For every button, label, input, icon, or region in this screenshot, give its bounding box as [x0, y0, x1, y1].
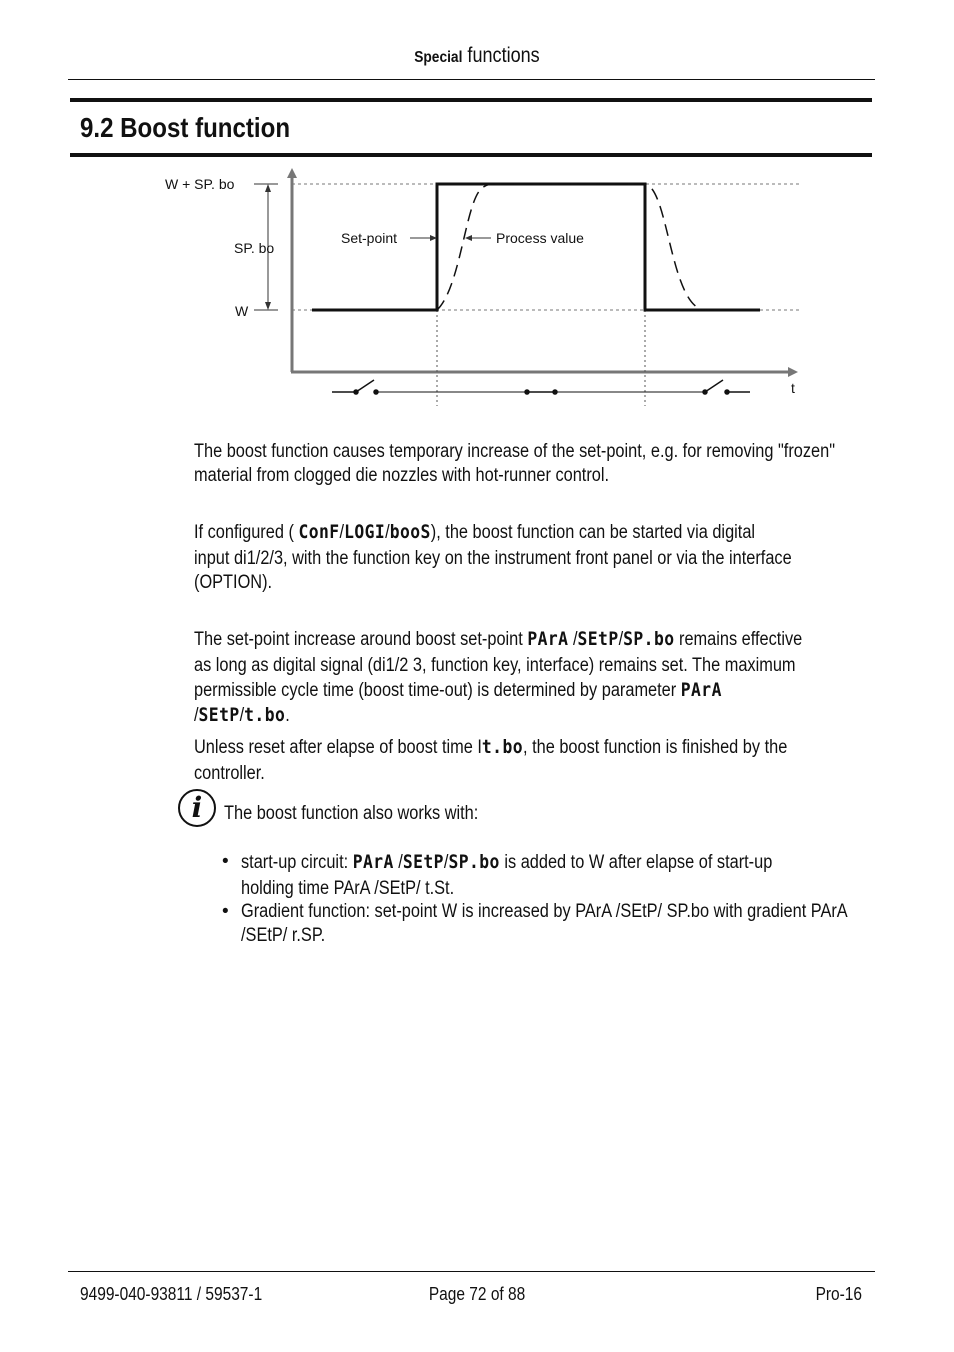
label-w: W	[235, 303, 249, 319]
boost-diagram	[160, 168, 810, 413]
header-rule	[68, 79, 875, 80]
label-process-value: Process value	[496, 230, 584, 246]
p3-end: .	[285, 705, 290, 726]
process-pointer-head	[465, 235, 472, 241]
b2-line1: Gradient function: set-point W is increased by PArA /SEtP/ SP.bo with gradient PArA	[241, 901, 848, 922]
title-top-bar	[70, 98, 872, 102]
info-icon: i	[178, 789, 216, 827]
note-label: The boost function also works with:	[224, 803, 479, 824]
label-t: t	[791, 380, 795, 396]
code-logi: LOGI	[344, 521, 386, 543]
section-title: 9.2 Boost function	[80, 112, 291, 143]
paragraph-intro-text: The boost function causes temporary increase of the set-point, e.g. for removing "frozen" material from clogged die nozzles with hot-runner control.	[194, 441, 836, 486]
y-axis-arrow	[287, 168, 297, 178]
b1-code-spbo: SP.bo	[448, 851, 500, 873]
code-para: PArA	[527, 628, 569, 650]
b1-post: is added to W after elapse of start-up	[504, 852, 773, 873]
p2-line2: input di1/2/3, with the function key on the instrument front panel or via the interface	[194, 548, 792, 569]
footer-right-text: Pro-16	[815, 1284, 862, 1304]
b1-code-para: PArA	[352, 851, 394, 873]
spbo-arrow-bottom	[265, 302, 271, 310]
p3-post1: remains effective	[679, 629, 803, 650]
paragraph-setpoint-increase: The set-point increase around boost set-point PArA /SEtP/SP.bo remains effective as long as digital signal (di1/2 3, function key, interface) remains set. The maximum permissible cycle time (boost time-out) is determined by parameter PArA /SEtP/t.bo.	[194, 627, 882, 728]
p2-line1-post: ), the boost function can be started via digital	[430, 522, 756, 543]
footer-center-text: Page 72 of 88	[428, 1284, 526, 1304]
note-text	[224, 802, 912, 826]
spbo-arrow-top	[265, 184, 271, 192]
header-rest: functions	[467, 44, 540, 67]
code-tbo-2: t.bo	[481, 736, 523, 758]
header-bold: Special	[414, 49, 463, 66]
b1-code-setp: SEtP	[402, 851, 444, 873]
label-w-plus-spbo: W + SP. bo	[165, 176, 235, 192]
code-setp: SEtP	[577, 628, 619, 650]
paragraph-configuration: If configured ( ConF/LOGI/booS), the boost function can be started via digital input di1/2/3, with the function key on the instrument front panel or via the interface (OPTION).	[194, 520, 882, 595]
switch-closed	[437, 390, 645, 394]
process-value-curve	[437, 184, 760, 310]
code-spbo: SP.bo	[623, 628, 675, 650]
setpoint-line	[312, 184, 760, 310]
p2-line3: (OPTION).	[194, 572, 273, 593]
label-spbo: SP. bo	[234, 240, 275, 256]
bullet-dot-1: •	[222, 851, 229, 872]
p3-line3-pre: permissible cycle time (boost time-out) is determined by parameter	[194, 680, 677, 701]
title-bottom-bar	[70, 153, 872, 157]
footer-rule	[68, 1271, 875, 1272]
b1-line2: holding time PArA /SEtP/ t.St.	[241, 878, 455, 899]
paragraph-reset	[194, 735, 882, 786]
code-para-2: PArA	[680, 679, 722, 701]
p4-pre: Unless reset after elapse of boost time I	[194, 737, 482, 758]
code-conf: ConF	[298, 521, 340, 543]
code-tbo: t.bo	[244, 704, 286, 726]
page-header	[0, 44, 954, 68]
paragraph-intro	[194, 440, 848, 488]
bullet-gradient	[241, 900, 929, 948]
footer-left-text: 9499-040-93811 / 59537-1	[80, 1284, 263, 1304]
switch-open-left	[332, 380, 437, 394]
code-boos: booS	[389, 521, 431, 543]
switch-open-right	[645, 380, 750, 394]
p2-pre: If configured (	[194, 522, 294, 543]
p3-pre: The set-point increase around boost set-point	[194, 629, 523, 650]
footer-product	[808, 1284, 862, 1305]
x-axis-arrow	[788, 367, 798, 377]
bullet-startup: start-up circuit: PArA /SEtP/SP.bo is added to W after elapse of start-up holding time PArA /SEtP/ t.St.	[241, 850, 929, 901]
b2-line2: /SEtP/ r.SP.	[241, 925, 326, 946]
p3-line2: as long as digital signal (di1/2 3, function key, interface) remains set. The maximum	[194, 655, 796, 676]
code-setp-2: SEtP	[198, 704, 240, 726]
label-setpoint: Set-point	[341, 230, 398, 246]
p4-line2: controller.	[194, 763, 265, 784]
bullet-dot-2: •	[222, 901, 229, 922]
b1-pre: start-up circuit:	[241, 852, 349, 873]
p4-post: , the boost function is finished by the	[522, 737, 788, 758]
